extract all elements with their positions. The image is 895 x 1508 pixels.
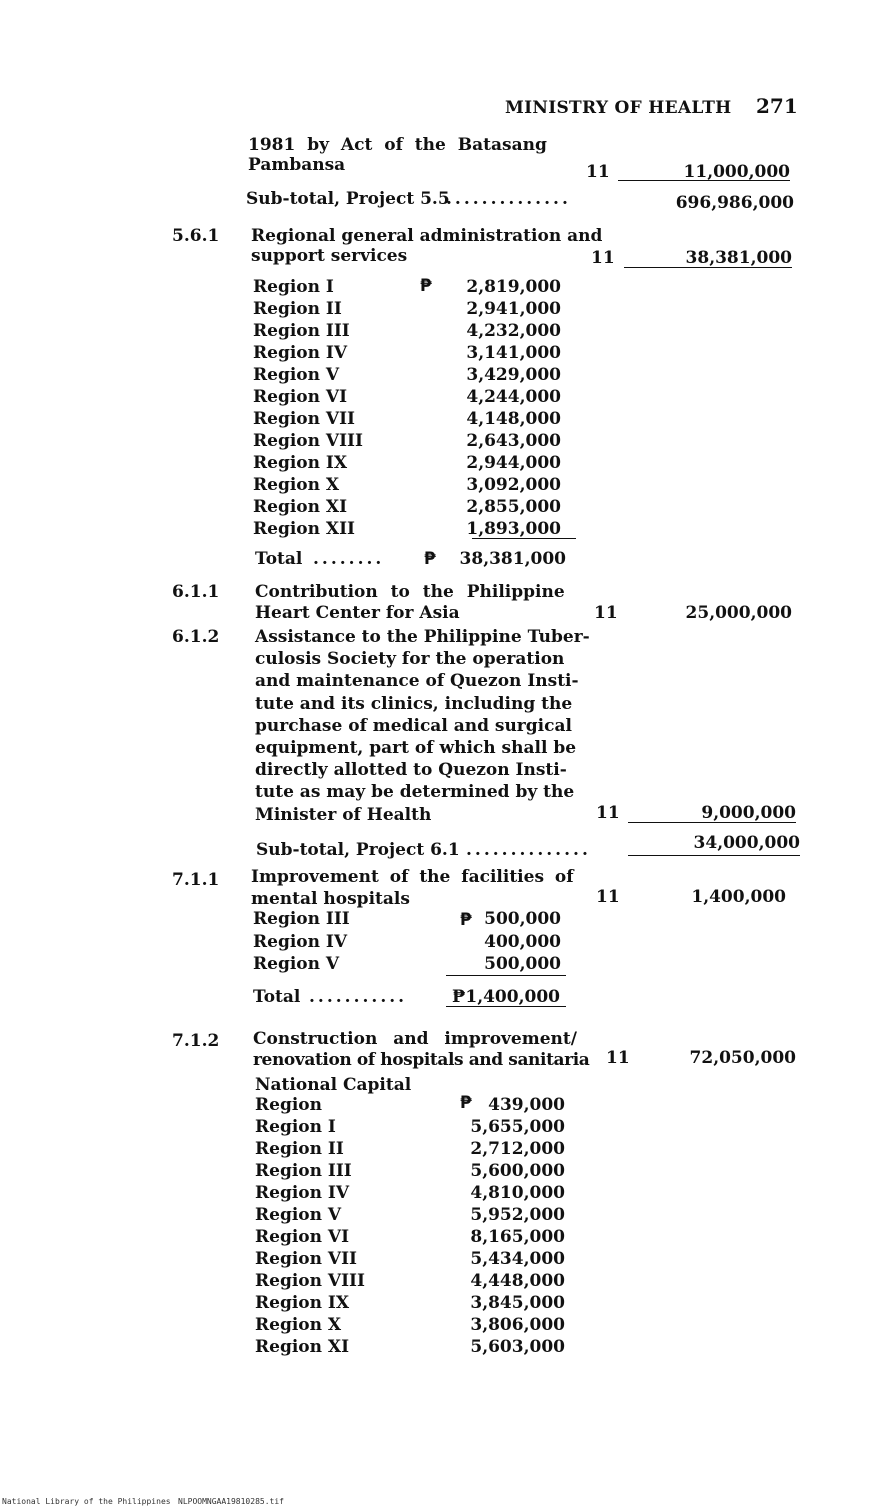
amount: 9,000,000: [701, 803, 796, 823]
running-head: MINISTRY OF HEALTH: [505, 98, 732, 118]
page-number: 271: [756, 94, 798, 118]
peso-sign: ₱: [424, 549, 436, 569]
item-text-line: Contribution to the Philippine: [255, 582, 565, 602]
item-text-line: tute and its clinics, including the: [255, 693, 573, 714]
leader-dots: ...........: [309, 987, 408, 1007]
region-amount: 5,434,000: [470, 1249, 565, 1269]
region-name: Region II: [255, 1139, 344, 1159]
region-amount: 2,643,000: [466, 431, 561, 451]
item-text-line: Assistance to the Philippine Tuber-: [255, 627, 590, 647]
fund-code: 11: [586, 162, 610, 182]
region-amount: 439,000: [488, 1095, 565, 1115]
region-name: Region IV: [253, 931, 348, 952]
region-name: Region VII: [253, 409, 355, 429]
region-name: Region IX: [253, 453, 348, 473]
rule: [446, 1006, 566, 1007]
region-name: Region IX: [255, 1293, 350, 1313]
amount: 1,400,000: [691, 887, 786, 907]
rule: [446, 975, 566, 976]
region-name: Region III: [255, 1161, 352, 1181]
region-name: Region VIII: [253, 431, 363, 451]
region-amount: 4,810,000: [470, 1183, 565, 1203]
region-amount: 5,655,000: [470, 1117, 565, 1137]
amount: 72,050,000: [689, 1048, 796, 1068]
amount: 25,000,000: [685, 603, 792, 623]
region-amount: 1,893,000: [466, 519, 561, 539]
region-name: Region IV: [255, 1183, 350, 1203]
leader-dots: ........: [313, 549, 385, 569]
fund-code: 11: [606, 1048, 630, 1068]
item-text-line: support services: [251, 246, 408, 266]
region-name: Region X: [255, 1315, 342, 1335]
region-amount: 5,603,000: [470, 1337, 565, 1357]
region-amount: 5,600,000: [470, 1161, 565, 1181]
region-name: Region V: [253, 954, 340, 974]
peso-sign: ₱: [420, 276, 432, 296]
subtotal-amount: 696,986,000: [675, 193, 794, 213]
region-amount: 5,952,000: [470, 1205, 565, 1225]
subtotal-label: Sub-total, Project 5.5: [246, 189, 450, 209]
fund-code: 11: [596, 887, 620, 907]
region-name: Region V: [255, 1205, 342, 1225]
region-name: Region VI: [253, 387, 348, 407]
leader-dots: ..............: [466, 840, 591, 860]
total-amount: 38,381,000: [459, 549, 566, 569]
subtotal-amount: 34,000,000: [693, 833, 800, 853]
item-text-line: Construction and improvement/: [253, 1029, 577, 1049]
region-amount: 2,855,000: [466, 497, 561, 517]
fund-code: 11: [594, 603, 618, 623]
item-text-line: Improvement of the facilities of: [251, 867, 574, 887]
region-name: Region VI: [255, 1227, 350, 1247]
region-name: Region I: [253, 277, 334, 297]
region-name: Region VIII: [255, 1271, 365, 1291]
region-amount: 2,941,000: [466, 299, 561, 319]
item-text-line: tute as may be determined by the: [255, 782, 575, 803]
footer-file: NLPOOMNGAA19810285.tif: [178, 1497, 284, 1506]
item-text-line: mental hospitals: [251, 889, 410, 909]
region-name: Region: [255, 1095, 322, 1115]
item-text-line: Pambansa: [248, 155, 346, 175]
item-text-line: renovation of hospitals and sanitaria: [253, 1050, 590, 1070]
region-name: Region IV: [253, 343, 348, 363]
region-amount: 400,000: [484, 931, 561, 952]
item-text-line: Minister of Health: [255, 804, 432, 825]
region-amount: 2,819,000: [466, 277, 561, 297]
total-label: Total: [253, 987, 301, 1007]
region-name: Region X: [253, 475, 340, 495]
region-name: Region II: [253, 299, 342, 319]
region-name: National Capital: [255, 1075, 412, 1095]
region-amount: 3,092,000: [466, 475, 561, 495]
item-code: 6.1.1: [172, 582, 220, 602]
rule: [628, 855, 800, 856]
region-name: Region VII: [255, 1249, 357, 1269]
item-text-line: 1981 by Act of the Batasang: [248, 135, 547, 155]
amount: 38,381,000: [685, 248, 792, 268]
peso-sign: ₱: [460, 1093, 472, 1113]
leader-dots: ..............: [446, 189, 571, 209]
subtotal-label: Sub-total, Project 6.1: [256, 840, 460, 860]
item-text-line: culosis Society for the operation: [255, 649, 565, 670]
region-name: Region V: [253, 365, 340, 385]
item-text-line: purchase of medical and surgical: [255, 715, 572, 736]
fund-code: 11: [596, 803, 620, 823]
region-amount: 4,244,000: [466, 387, 561, 407]
item-text-line: Regional general administration and: [251, 226, 603, 246]
item-text-line: and maintenance of Quezon Insti-: [255, 671, 579, 692]
region-amount: 4,448,000: [470, 1271, 565, 1291]
item-code: 5.6.1: [172, 226, 220, 246]
item-code: 6.1.2: [172, 627, 220, 647]
total-label: Total: [255, 549, 303, 569]
region-amount: 3,141,000: [466, 343, 561, 363]
region-amount: 4,148,000: [466, 409, 561, 429]
region-amount: 3,806,000: [470, 1315, 565, 1335]
region-name: Region XI: [255, 1337, 350, 1357]
item-text-line: equipment, part of which shall be: [255, 738, 577, 758]
region-amount: 3,429,000: [466, 365, 561, 385]
region-amount: 8,165,000: [470, 1227, 565, 1247]
region-amount: 500,000: [484, 909, 561, 929]
fund-code: 11: [591, 248, 615, 268]
peso-sign: ₱: [460, 910, 472, 930]
region-amount: 2,944,000: [466, 453, 561, 473]
region-amount: 2,712,000: [470, 1139, 565, 1159]
region-name: Region III: [253, 909, 350, 929]
region-name: Region I: [255, 1117, 336, 1137]
region-name: Region XII: [253, 519, 355, 539]
region-amount: 3,845,000: [470, 1293, 565, 1313]
region-amount: 500,000: [484, 954, 561, 974]
region-name: Region XI: [253, 497, 348, 517]
item-text-line: Heart Center for Asia: [255, 603, 460, 623]
item-code: 7.1.2: [172, 1031, 220, 1051]
total-amount: ₱1,400,000: [451, 987, 560, 1007]
region-name: Region III: [253, 321, 350, 341]
item-code: 7.1.1: [172, 870, 220, 890]
amount: 11,000,000: [683, 162, 790, 182]
rule: [472, 538, 576, 539]
item-text-line: directly allotted to Quezon Insti-: [255, 760, 567, 781]
region-amount: 4,232,000: [466, 321, 561, 341]
footer-library: National Library of the Philippines: [2, 1497, 171, 1506]
